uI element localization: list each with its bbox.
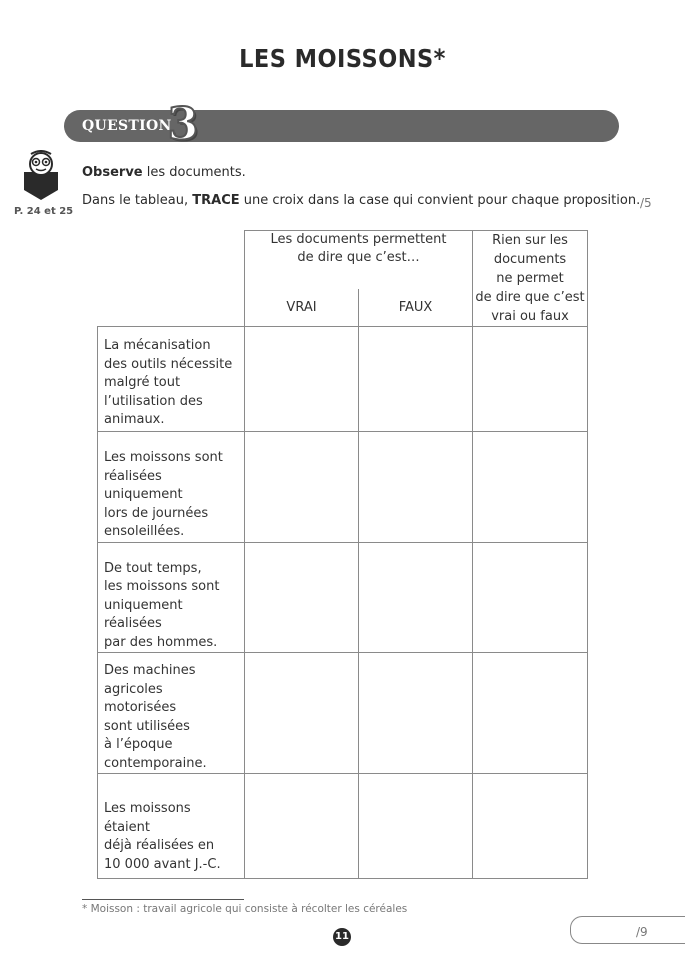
header-rien-line: documents — [493, 252, 567, 267]
answer-cell-vrai[interactable] — [245, 432, 359, 543]
proposition-line: Les moissons sont — [104, 450, 223, 465]
proposition-line: par des hommes. — [104, 634, 218, 650]
answer-table — [97, 230, 588, 879]
proposition-cell — [98, 774, 245, 879]
proposition-cell — [98, 653, 245, 774]
table-row — [98, 542, 588, 653]
proposition-line: contemporaine. — [104, 755, 207, 771]
header-faux: FAUX — [359, 289, 473, 327]
proposition-cell — [98, 432, 245, 543]
proposition-line: à l’époque — [104, 737, 173, 752]
answer-cell-faux[interactable] — [359, 653, 473, 774]
question-number: 3 — [167, 99, 199, 150]
proposition-line: 10 000 avant J.-C. — [104, 856, 221, 872]
total-score-box — [570, 916, 685, 944]
instruction-observe — [82, 165, 246, 180]
page-title: LES MOISSONS* — [239, 44, 446, 73]
answer-cell-rien[interactable] — [473, 432, 588, 543]
footnote-divider — [82, 899, 244, 900]
header-vrai: VRAI — [245, 289, 359, 327]
proposition-line: les moissons sont — [104, 579, 220, 594]
header-rien-line: Rien sur les — [492, 233, 568, 248]
instruction-verb: TRACE — [192, 193, 240, 208]
instruction-text: une croix dans la case qui convient pour chaque proposition. — [239, 193, 641, 208]
answer-cell-faux[interactable] — [359, 774, 473, 879]
instruction-text: Dans le tableau, — [82, 193, 193, 208]
instruction-verb: Observe — [82, 165, 143, 180]
proposition-line: l’utilisation des — [104, 393, 203, 409]
header-rien — [473, 231, 588, 327]
answer-cell-faux[interactable] — [359, 327, 473, 432]
table-row — [98, 327, 588, 432]
table-row — [98, 774, 588, 879]
proposition-line: malgré tout — [104, 375, 181, 390]
proposition-cell — [98, 542, 245, 653]
total-score: /9 — [636, 925, 648, 939]
proposition-line: sont utilisées — [104, 718, 190, 734]
header-rien-line: ne permet — [496, 271, 564, 286]
proposition-line: La mécanisation — [104, 338, 211, 353]
proposition-line: agricoles motorisées — [104, 681, 177, 715]
pages-reference: P. 24 et 25 — [14, 206, 74, 217]
answer-cell-rien[interactable] — [473, 653, 588, 774]
answer-cell-faux[interactable] — [359, 432, 473, 543]
reading-character-icon — [22, 150, 60, 202]
question-label: QUESTION — [82, 118, 172, 134]
proposition-line: déjà réalisées en — [104, 838, 215, 853]
answer-cell-vrai[interactable] — [245, 653, 359, 774]
answer-cell-vrai[interactable] — [245, 774, 359, 879]
proposition-line: des outils nécessite — [104, 356, 233, 372]
instruction-trace — [82, 193, 640, 208]
instruction-text: les documents. — [142, 165, 246, 180]
proposition-line: animaux. — [104, 412, 165, 427]
answer-cell-rien[interactable] — [473, 542, 588, 653]
proposition-line: uniquement réalisées — [104, 597, 183, 631]
proposition-line: ensoleillées. — [104, 524, 185, 539]
table-corner — [98, 289, 245, 327]
proposition-cell — [98, 327, 245, 432]
header-documents — [245, 231, 473, 289]
answer-cell-vrai[interactable] — [245, 327, 359, 432]
proposition-line: De tout temps, — [104, 560, 202, 576]
answer-cell-faux[interactable] — [359, 542, 473, 653]
table-corner — [98, 231, 245, 289]
answer-cell-rien[interactable] — [473, 327, 588, 432]
footnote: * Moisson : travail agricole qui consiste à récolter les céréales — [82, 903, 408, 915]
proposition-line: lors de journées — [104, 505, 209, 521]
header-rien-line: de dire que c’est — [475, 290, 585, 305]
proposition-line: Des machines — [104, 663, 196, 678]
question-score: /5 — [640, 196, 652, 210]
answer-cell-rien[interactable] — [473, 774, 588, 879]
answer-cell-vrai[interactable] — [245, 542, 359, 653]
page-number: 11 — [333, 928, 351, 946]
table-row — [98, 432, 588, 543]
proposition-line: réalisées uniquement — [104, 468, 183, 502]
header-documents-line: Les documents permettent — [270, 232, 447, 247]
proposition-line: Les moissons étaient — [104, 801, 191, 835]
header-rien-line: vrai ou faux — [491, 309, 569, 324]
table-row — [98, 653, 588, 774]
header-documents-line: de dire que c’est… — [297, 250, 420, 265]
